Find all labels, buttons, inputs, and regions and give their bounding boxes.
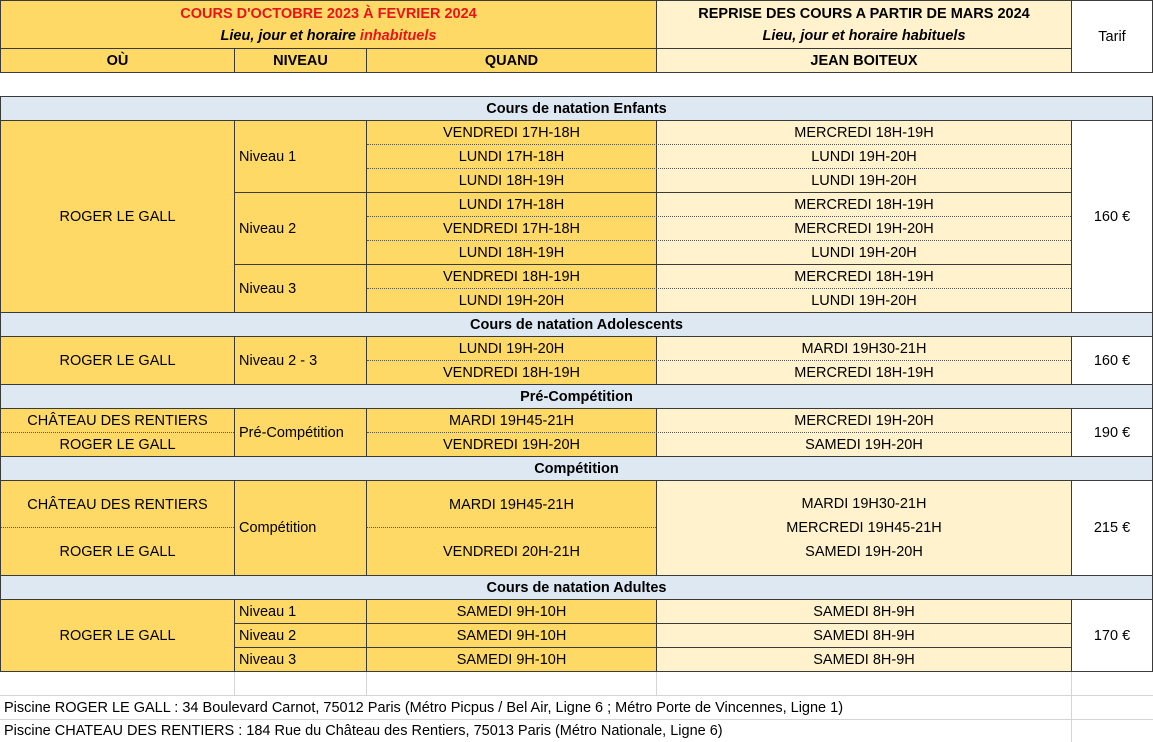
- section-adolescents: Cours de natation Adolescents: [0, 312, 1153, 337]
- col-header-quand: QUAND: [366, 48, 657, 73]
- enfants-divider: [367, 216, 1071, 217]
- ados-quand-1: LUNDI 19H-20H: [458, 340, 565, 357]
- ados-jean-1: MARDI 19H30-21H: [801, 340, 927, 357]
- grid-line: [656, 672, 657, 696]
- header-right-subtitle: Lieu, jour et horaire habituels: [762, 28, 966, 44]
- precomp-divider: [367, 432, 1071, 433]
- ados-divider: [367, 360, 1071, 361]
- enfants-divider: [367, 240, 1071, 241]
- adultes-jean-2: SAMEDI 8H-9H: [813, 627, 915, 644]
- enfants-jean-2: LUNDI 19H-20H: [811, 148, 917, 165]
- enfants-divider: [367, 264, 1071, 265]
- precomp-niveau: Pré-Compétition: [234, 408, 367, 457]
- enfants-niveau-3: Niveau 3: [234, 264, 367, 313]
- ados-quand-2: VENDREDI 18H-19H: [443, 364, 580, 381]
- comp-lieu-1: CHÂTEAU DES RENTIERS: [27, 496, 208, 513]
- adultes-jean-3: SAMEDI 8H-9H: [813, 651, 915, 668]
- enfants-jean-4: MERCREDI 18H-19H: [794, 196, 934, 213]
- enfants-quand-6: LUNDI 18H-19H: [458, 244, 565, 261]
- adultes-lieu: ROGER LE GALL: [0, 599, 235, 672]
- header-tarif: Tarif: [1071, 0, 1153, 73]
- comp-quand-1: MARDI 19H45-21H: [449, 496, 574, 513]
- comp-jean-2: MERCREDI 19H45-21H: [786, 520, 942, 536]
- enfants-jean-8: LUNDI 19H-20H: [811, 292, 917, 309]
- comp-jean-3: SAMEDI 19H-20H: [805, 544, 923, 560]
- grid-line: [366, 672, 367, 696]
- enfants-divider: [367, 288, 1071, 289]
- enfants-quand-1: VENDREDI 17H-18H: [443, 124, 580, 141]
- header-left-title: COURS D'OCTOBRE 2023 À FEVRIER 2024: [180, 6, 477, 22]
- enfants-jean-5: MERCREDI 19H-20H: [794, 220, 934, 237]
- enfants-lieu: ROGER LE GALL: [0, 120, 235, 313]
- header-right-title-block: [656, 0, 1072, 49]
- adultes-tarif: 170 €: [1071, 599, 1153, 672]
- adultes-niveau-2: Niveau 2: [239, 627, 297, 644]
- precomp-lieu-divider: [1, 432, 234, 433]
- enfants-jean-1: MERCREDI 18H-19H: [794, 124, 934, 141]
- comp-quand-divider: [367, 527, 656, 528]
- section-adultes: Cours de natation Adultes: [0, 575, 1153, 600]
- precomp-lieu-1: CHÂTEAU DES RENTIERS: [27, 412, 208, 429]
- enfants-divider: [367, 192, 1071, 193]
- enfants-tarif: 160 €: [1071, 120, 1153, 313]
- ados-niveau: Niveau 2 - 3: [234, 336, 367, 385]
- enfants-quand-8: LUNDI 19H-20H: [458, 292, 565, 309]
- header-left-subtitle: [221, 25, 437, 47]
- precomp-quand-1: MARDI 19H45-21H: [449, 412, 574, 429]
- comp-jean-column: [656, 480, 1072, 576]
- comp-lieu-2: ROGER LE GALL: [59, 543, 176, 560]
- enfants-niveau-1: Niveau 1: [234, 120, 367, 193]
- enfants-quand-4: LUNDI 17H-18H: [458, 196, 565, 213]
- ados-tarif: 160 €: [1071, 336, 1153, 385]
- precomp-jean-1: MERCREDI 19H-20H: [794, 412, 934, 429]
- grid-line: [1071, 672, 1072, 742]
- enfants-jean-6: LUNDI 19H-20H: [811, 244, 917, 261]
- adultes-jean-1: SAMEDI 8H-9H: [813, 603, 915, 620]
- enfants-quand-3: LUNDI 18H-19H: [458, 172, 565, 189]
- section-enfants: Cours de natation Enfants: [0, 96, 1153, 121]
- ados-lieu: ROGER LE GALL: [0, 336, 235, 385]
- precomp-jean-2: SAMEDI 19H-20H: [805, 436, 923, 453]
- adultes-niveau-1: Niveau 1: [239, 603, 297, 620]
- enfants-jean-7: MERCREDI 18H-19H: [794, 268, 934, 285]
- col-header-niveau: NIVEAU: [234, 48, 367, 73]
- precomp-tarif: 190 €: [1071, 408, 1153, 457]
- adultes-quand-3: SAMEDI 9H-10H: [456, 651, 567, 668]
- enfants-divider: [367, 144, 1071, 145]
- grid-line: [234, 672, 235, 696]
- precomp-quand-2: VENDREDI 19H-20H: [443, 436, 580, 453]
- header-left-subtitle-prefix: Lieu, jour et horaire: [220, 28, 356, 44]
- enfants-quand-2: LUNDI 17H-18H: [458, 148, 565, 165]
- adultes-divider: [235, 647, 1071, 648]
- adultes-quand-2: SAMEDI 9H-10H: [456, 627, 567, 644]
- col-header-jean-boiteux: JEAN BOITEUX: [656, 48, 1072, 73]
- section-competition: Compétition: [0, 456, 1153, 481]
- enfants-niveau-2: Niveau 2: [234, 192, 367, 265]
- footer-chateau-des-rentiers-address: Piscine CHATEAU DES RENTIERS : 184 Rue du Château des Rentiers, 75013 Paris (Métro Nationale, Ligne 6): [0, 720, 1070, 742]
- adultes-quand-1: SAMEDI 9H-10H: [456, 603, 567, 620]
- ados-jean-2: MERCREDI 18H-19H: [794, 364, 934, 381]
- comp-quand-2: VENDREDI 20H-21H: [443, 543, 580, 560]
- section-pre-competition: Pré-Compétition: [0, 384, 1153, 409]
- header-left-subtitle-highlight: inhabituels: [359, 28, 437, 44]
- comp-jean-1: MARDI 19H30-21H: [801, 496, 927, 512]
- comp-tarif: 215 €: [1071, 480, 1153, 576]
- footer-roger-le-gall-address: Piscine ROGER LE GALL : 34 Boulevard Carnot, 75012 Paris (Métro Picpus / Bel Air, Ligne 6 ; Métro Porte de Vincennes, Ligne 1): [0, 696, 1070, 719]
- header-left-title-block: [0, 0, 657, 49]
- comp-lieu-divider: [1, 527, 234, 528]
- comp-niveau: Compétition: [234, 480, 367, 576]
- precomp-lieu-2: ROGER LE GALL: [59, 436, 176, 453]
- col-header-ou: OÙ: [0, 48, 235, 73]
- enfants-quand-7: VENDREDI 18H-19H: [443, 268, 580, 285]
- enfants-divider: [367, 168, 1071, 169]
- header-right-title: REPRISE DES COURS A PARTIR DE MARS 2024: [698, 6, 1030, 22]
- enfants-jean-3: LUNDI 19H-20H: [811, 172, 917, 189]
- adultes-niveau-3: Niveau 3: [239, 651, 297, 668]
- enfants-quand-5: VENDREDI 17H-18H: [443, 220, 580, 237]
- adultes-divider: [235, 623, 1071, 624]
